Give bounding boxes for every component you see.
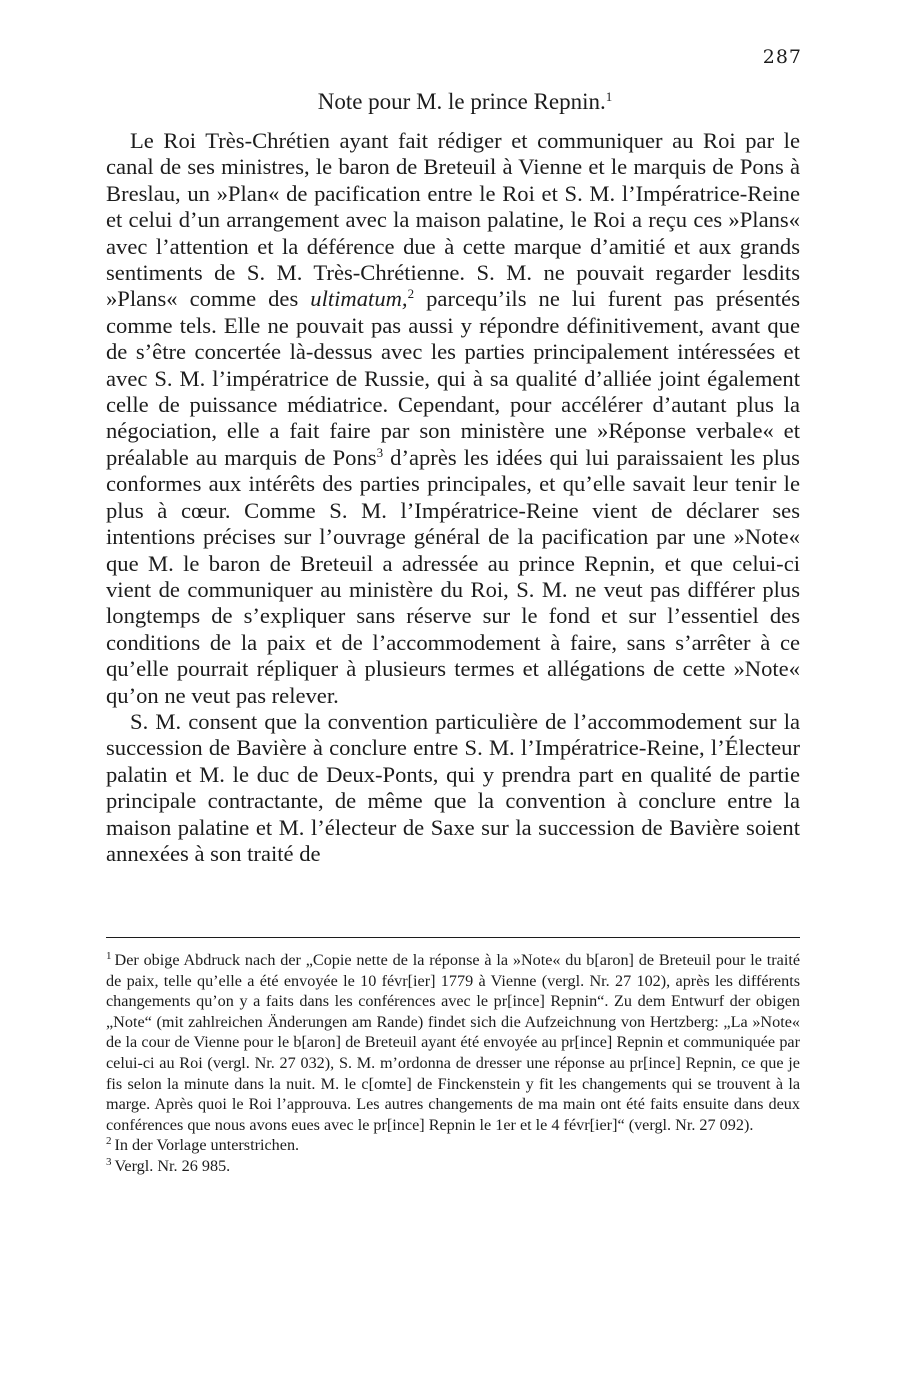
paragraph-1-part-c: d’après les idées qui lui paraissaient les plus conformes aux intérêts des parties principales, et qu’elle savait leur tenir le plus à cœur. Comme S. M. l’Impératrice-Reine vient de déclarer ses intentions précises sur l’ouvrage général de la pacification par une »Note« que M. le baron de Breteuil a adressée au prince Repnin, et que celui-ci vient de communiquer au ministère du Roi, S. M. ne veut pas différer plus longtemps de s’expliquer sans réserve sur le fond et sur l’essentiel des conditions de la paix et de l’accommodement à faire, sans s’arrêter à ce qu’elle pourrait répliquer à plusieurs termes et allégations de cette »Note« qu’on ne veut pas relever. (106, 444, 800, 708)
paragraph-1 (106, 128, 800, 709)
footnote-3 (106, 1156, 800, 1177)
footnote-ref-2: 2 (407, 286, 415, 302)
footnote-2 (106, 1135, 800, 1156)
paragraph-1-part-b: parcequ’ils ne lui furent pas présentés comme tels. Elle ne pouvait pas aussi y répondre définitivement, avant que de s’être concertée là-dessus avec les parties principalement intéressées et avec S. M. l’impératrice de Russie, qui à sa qualité d’alliée joint également celle de puissance médiatrice. Cependant, pour accélérer d’autant plus la négociation, elle a fait faire par son ministère une »Réponse verbale« et préalable au marquis de Pons (106, 286, 800, 470)
paragraph-2: S. M. consent que la convention particulière de l’accommodement sur la succession de Bavière à conclure entre S. M. l’Impératrice-Reine, l’Électeur palatin et M. le duc de Deux-Ponts, qui y prendra part en qualité de partie principale contractante, de même que la convention à conclure entre la maison palatine et M. l’électeur de Saxe sur la succession de Bavière soient annexées à son traité de (106, 708, 800, 866)
title-footnote-ref: 1 (605, 89, 613, 104)
footnote-number: 2 (106, 1135, 112, 1148)
footnote-ref-3: 3 (376, 444, 384, 460)
paragraph-1-part-a: Le Roi Très-Chrétien ayant fait rédiger et communiquer au Roi par le canal de ses ministres, le baron de Breteuil à Vienne et le marquis de Pons à Breslau, un »Plan« de pacification entre le Roi et S. M. l’Impératrice-Reine et celui d’un arrangement avec la maison palatine, le Roi a reçu ces »Plans« avec l’attention et la déférence due à cette marque d’amitié et aux grands sentiments de S. M. Très-Chrétienne. S. M. ne pouvait regarder lesdits »Plans« comme des (106, 128, 800, 312)
footnote-1 (106, 950, 800, 1135)
page-number: 287 (762, 46, 802, 68)
footnote-number: 3 (106, 1155, 112, 1168)
italic-term: ultimatum, (310, 286, 408, 312)
footnote-text: In der Vorlage unterstrichen. (114, 1136, 300, 1155)
body-text (106, 128, 800, 867)
page-title (0, 89, 900, 115)
footnote-text: Vergl. Nr. 26 985. (114, 1156, 231, 1175)
title-text: Note pour M. le prince Repnin. (317, 89, 606, 114)
footnote-number: 1 (106, 950, 112, 962)
footnotes (106, 950, 800, 1177)
footnote-text: Der obige Abdruck nach der „Copie nette de la réponse à la »Note« du b[aron] de Breteuil pour le traité de paix, telle qu’elle a été envoyée le 10 févr[ier] 1779 à Vienne (vergl. Nr. 27 102), après les différents changements qu’on y a faits dans les conférences avec le pr[ince] Repnin“. Zu dem Entwurf der obigen „Note“ (mit zahlreichen Änderungen am Rande) findet sich die Aufzeichnung von Hertzberg: „La »Note« de la cour de Vienne pour le b[aron] de Breteuil ayant été envoyée au pr[ince] Repnin et communiquée par celui-ci au Roi (vergl. Nr. 27 032), S. M. m’ordonna de dresser une réponse au pr[ince] Repnin, ce que je fis selon la minute dans la nuit. M. le c[omte] de Finckenstein y fit les changements qui se trouvent à la marge. Après quoi le Roi l’approuva. Les autres changements de ma main ont été faits ensuite dans deux conférences que nous avons eues avec le pr[ince] Repnin le 1er et le 4 févr[ier]“ (vergl. Nr. 27 092). (106, 951, 800, 1134)
footnote-divider (106, 937, 800, 938)
